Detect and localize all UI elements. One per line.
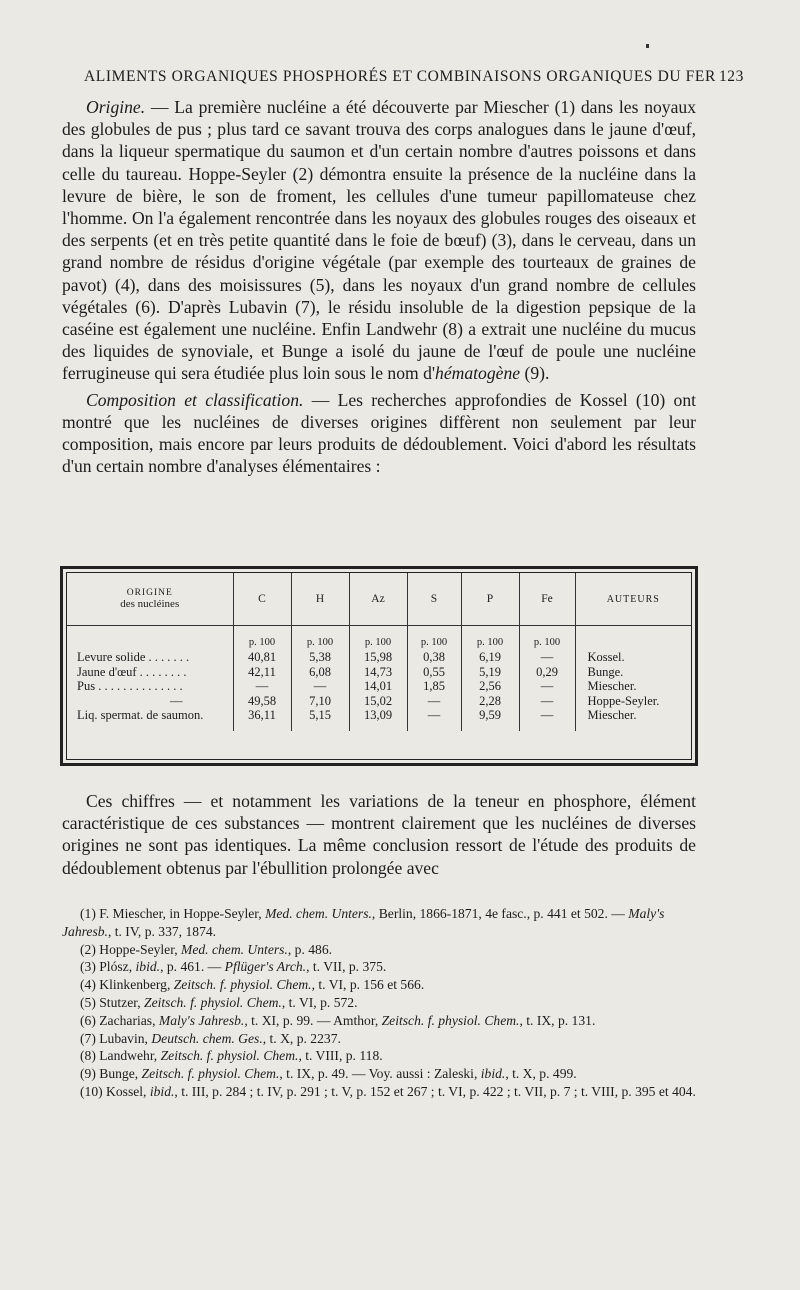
units-cell: p. 100 [407,626,461,651]
cell-az: 13,09 [349,708,407,723]
cell-s: 0,38 [407,650,461,665]
cell-fe: — [519,694,575,709]
analysis-table [67,573,691,731]
cell-p: 2,28 [461,694,519,709]
cell-author: Miescher. [575,708,691,723]
paragraph-conclusion: Ces chiffres — et notamment les variations de la teneur en phosphore, élément caractéristique de ces substances — montrent clairement que les nucléines de diverses origines ne sont pas identiques. La même conclusion ressort de l'étude des produits de dédoublement obtenus par l'ébullition prolongée avec [62,791,696,878]
cell-origin: Jaune d'œuf . . . . . . . . [77,664,187,679]
running-head [84,68,744,86]
cell-origin: Levure solide . . . . . . . [77,650,190,664]
cell-author: Miescher. [575,679,691,694]
cell-h: 5,15 [291,708,349,723]
table-row [67,650,691,665]
page-number: 123 [718,68,744,85]
paragraph-lead: Composition et classification. [86,389,304,410]
header-origin-line1: ORIGINE [126,588,173,598]
cell-fe: — [519,708,575,723]
cell-h: 7,10 [291,694,349,709]
paragraph-origine [62,96,696,385]
table-row [67,694,691,709]
paragraph-text: (9). [520,363,550,384]
cell-c: 36,11 [233,708,291,723]
italic-term: hématogène [435,363,521,384]
analysis-table-frame [60,566,698,766]
running-head-title: ALIMENTS ORGANIQUES PHOSPHORÉS ET COMBINAISONS ORGANIQUES DU FER [84,68,716,85]
units-cell: p. 100 [349,626,407,651]
paragraph-text: — Les recherches approfondies de Kossel (10) ont montré que les nucléines de diverses origines diffèrent non seulement par leur composition, mais encore par leurs produits de dédoublement. Voici d'abord les résultats d'un certain nombre d'analyses élémentaires : [62,389,697,477]
cell-p: 2,56 [461,679,519,694]
paragraph-lead: Origine. [86,97,146,117]
cell-az: 14,73 [349,665,407,680]
table-row [67,708,691,723]
cell-s: 0,55 [407,665,461,680]
footnote-9: (9) Bunge, Zeitsch. f. physiol. Chem., t. IX, p. 49. — Voy. aussi : Zaleski, ibid., t. X, p. 499. [80,1066,577,1082]
column-header-fe: Fe [519,573,575,626]
units-cell: p. 100 [291,626,349,651]
column-header-authors: AUTEURS [575,573,691,626]
cell-p: 9,59 [461,708,519,723]
cell-s: — [407,694,461,709]
footnote-6: (6) Zacharias, Maly's Jahresb., t. XI, p. 99. — Amthor, Zeitsch. f. physiol. Chem., t. IX, p. 131. [80,1012,596,1028]
cell-p: 5,19 [461,665,519,680]
footnote-8: (8) Landwehr, Zeitsch. f. physiol. Chem., t. VIII, p. 118. [80,1048,383,1064]
cell-fe: — [519,679,575,694]
cell-h: 6,08 [291,665,349,680]
footnote-4: (4) Klinkenberg, Zeitsch. f. physiol. Chem., t. VI, p. 156 et 566. [80,977,425,993]
cell-p: 6,19 [461,650,519,665]
footnote-10: (10) Kossel, ibid., t. III, p. 284 ; t. IV, p. 291 ; t. V, p. 152 et 267 ; t. VI, p. 422 ; t. VII, p. 7 ; t. VIII, p. 395 et 404. [80,1083,696,1099]
cell-fe: 0,29 [519,665,575,680]
cell-c: 40,81 [233,650,291,665]
footnote-3: (3) Plósz, ibid., p. 461. — Pflüger's Arch., t. VII, p. 375. [80,959,387,975]
paragraph-text: — La première nucléine a été découverte par Miescher (1) dans les noyaux des globules de pus ; plus tard ce savant trouva des corps analogues dans le jaune d'œuf, dans la liqueur spermatique du saumon et d'un certain nombre d'autres poissons et dans celle du taureau. Hoppe-Seyler (2) démontra ensuite la présence de la nucléine dans la levure de bière, le son de froment, les cellules d'une tumeur papillomateuse chez l'homme. On l'a également rencontrée dans les noyaux des globules rouges des oiseaux et des serpents (et en très petite quantité dans le foie de bœuf) (3), dans le cerveau, dans un grand nombre de résidus d'origine végétale (par exemple des tourteaux de graines de pavot) (4), dans des moisissures (5), dans les noyaux d'un grand nombre de cellules végétales (6). D'après Lubavin (7), le résidu insoluble de la digestion pepsique de la caséine est également une nucléine. Enfin Landwehr (8) a extrait une nucléine du mucus des liquides de synoviale, et Bunge a isolé du jaune de l'œuf de poule une nucléine ferrugineuse qui sera étudiée plus loin sous le nom d' [62,97,696,384]
cell-c: — [233,679,291,694]
footnotes [62,905,696,1101]
column-header-az: Az [349,573,407,626]
body-text-bottom [62,790,696,879]
column-header-origin [67,573,233,626]
cell-az: 15,98 [349,650,407,665]
cell-origin: Pus . . . . . . . . . . . . . . [77,679,183,693]
cell-fe: — [519,650,575,665]
cell-origin: Liq. spermat. de saumon. [77,708,204,722]
cell-c: 49,58 [233,694,291,709]
footnote-5: (5) Stutzer, Zeitsch. f. physiol. Chem., t. VI, p. 572. [80,994,358,1010]
units-cell-empty [575,626,691,651]
cell-author: Hoppe-Seyler. [575,694,691,709]
cell-s: — [407,708,461,723]
cell-h: — [291,679,349,694]
column-header-s: S [407,573,461,626]
units-cell: p. 100 [519,626,575,651]
cell-author: Kossel. [575,650,691,665]
print-speck [646,44,649,48]
units-cell: p. 100 [233,626,291,651]
footnote-1: (1) F. Miescher, in Hoppe-Seyler, Med. chem. Unters., Berlin, 1866-1871, 4e fasc., p. 441 et 502. — Maly's Jahresb., t. IV, p. 337, 1874. [62,906,665,939]
column-header-c: C [233,573,291,626]
cell-h: 5,38 [291,650,349,665]
cell-c: 42,11 [233,665,291,680]
table-row [67,665,691,680]
units-row [67,626,691,651]
cell-origin: — [170,693,183,708]
table-spacer-row [67,723,691,731]
table-row [67,679,691,694]
cell-az: 14,01 [349,679,407,694]
column-header-h: H [291,573,349,626]
footnote-7: (7) Lubavin, Deutsch. chem. Ges., t. X, p. 2237. [80,1030,341,1046]
cell-s: 1,85 [407,679,461,694]
footnote-2: (2) Hoppe-Seyler, Med. chem. Unters., p. 486. [80,941,333,957]
body-text-top [62,96,696,477]
header-origin-line2: des nucléines [120,598,180,610]
units-cell-empty [67,626,233,651]
column-header-p: P [461,573,519,626]
cell-az: 15,02 [349,694,407,709]
units-cell: p. 100 [461,626,519,651]
cell-author: Bunge. [575,665,691,680]
paragraph-composition [62,389,696,478]
